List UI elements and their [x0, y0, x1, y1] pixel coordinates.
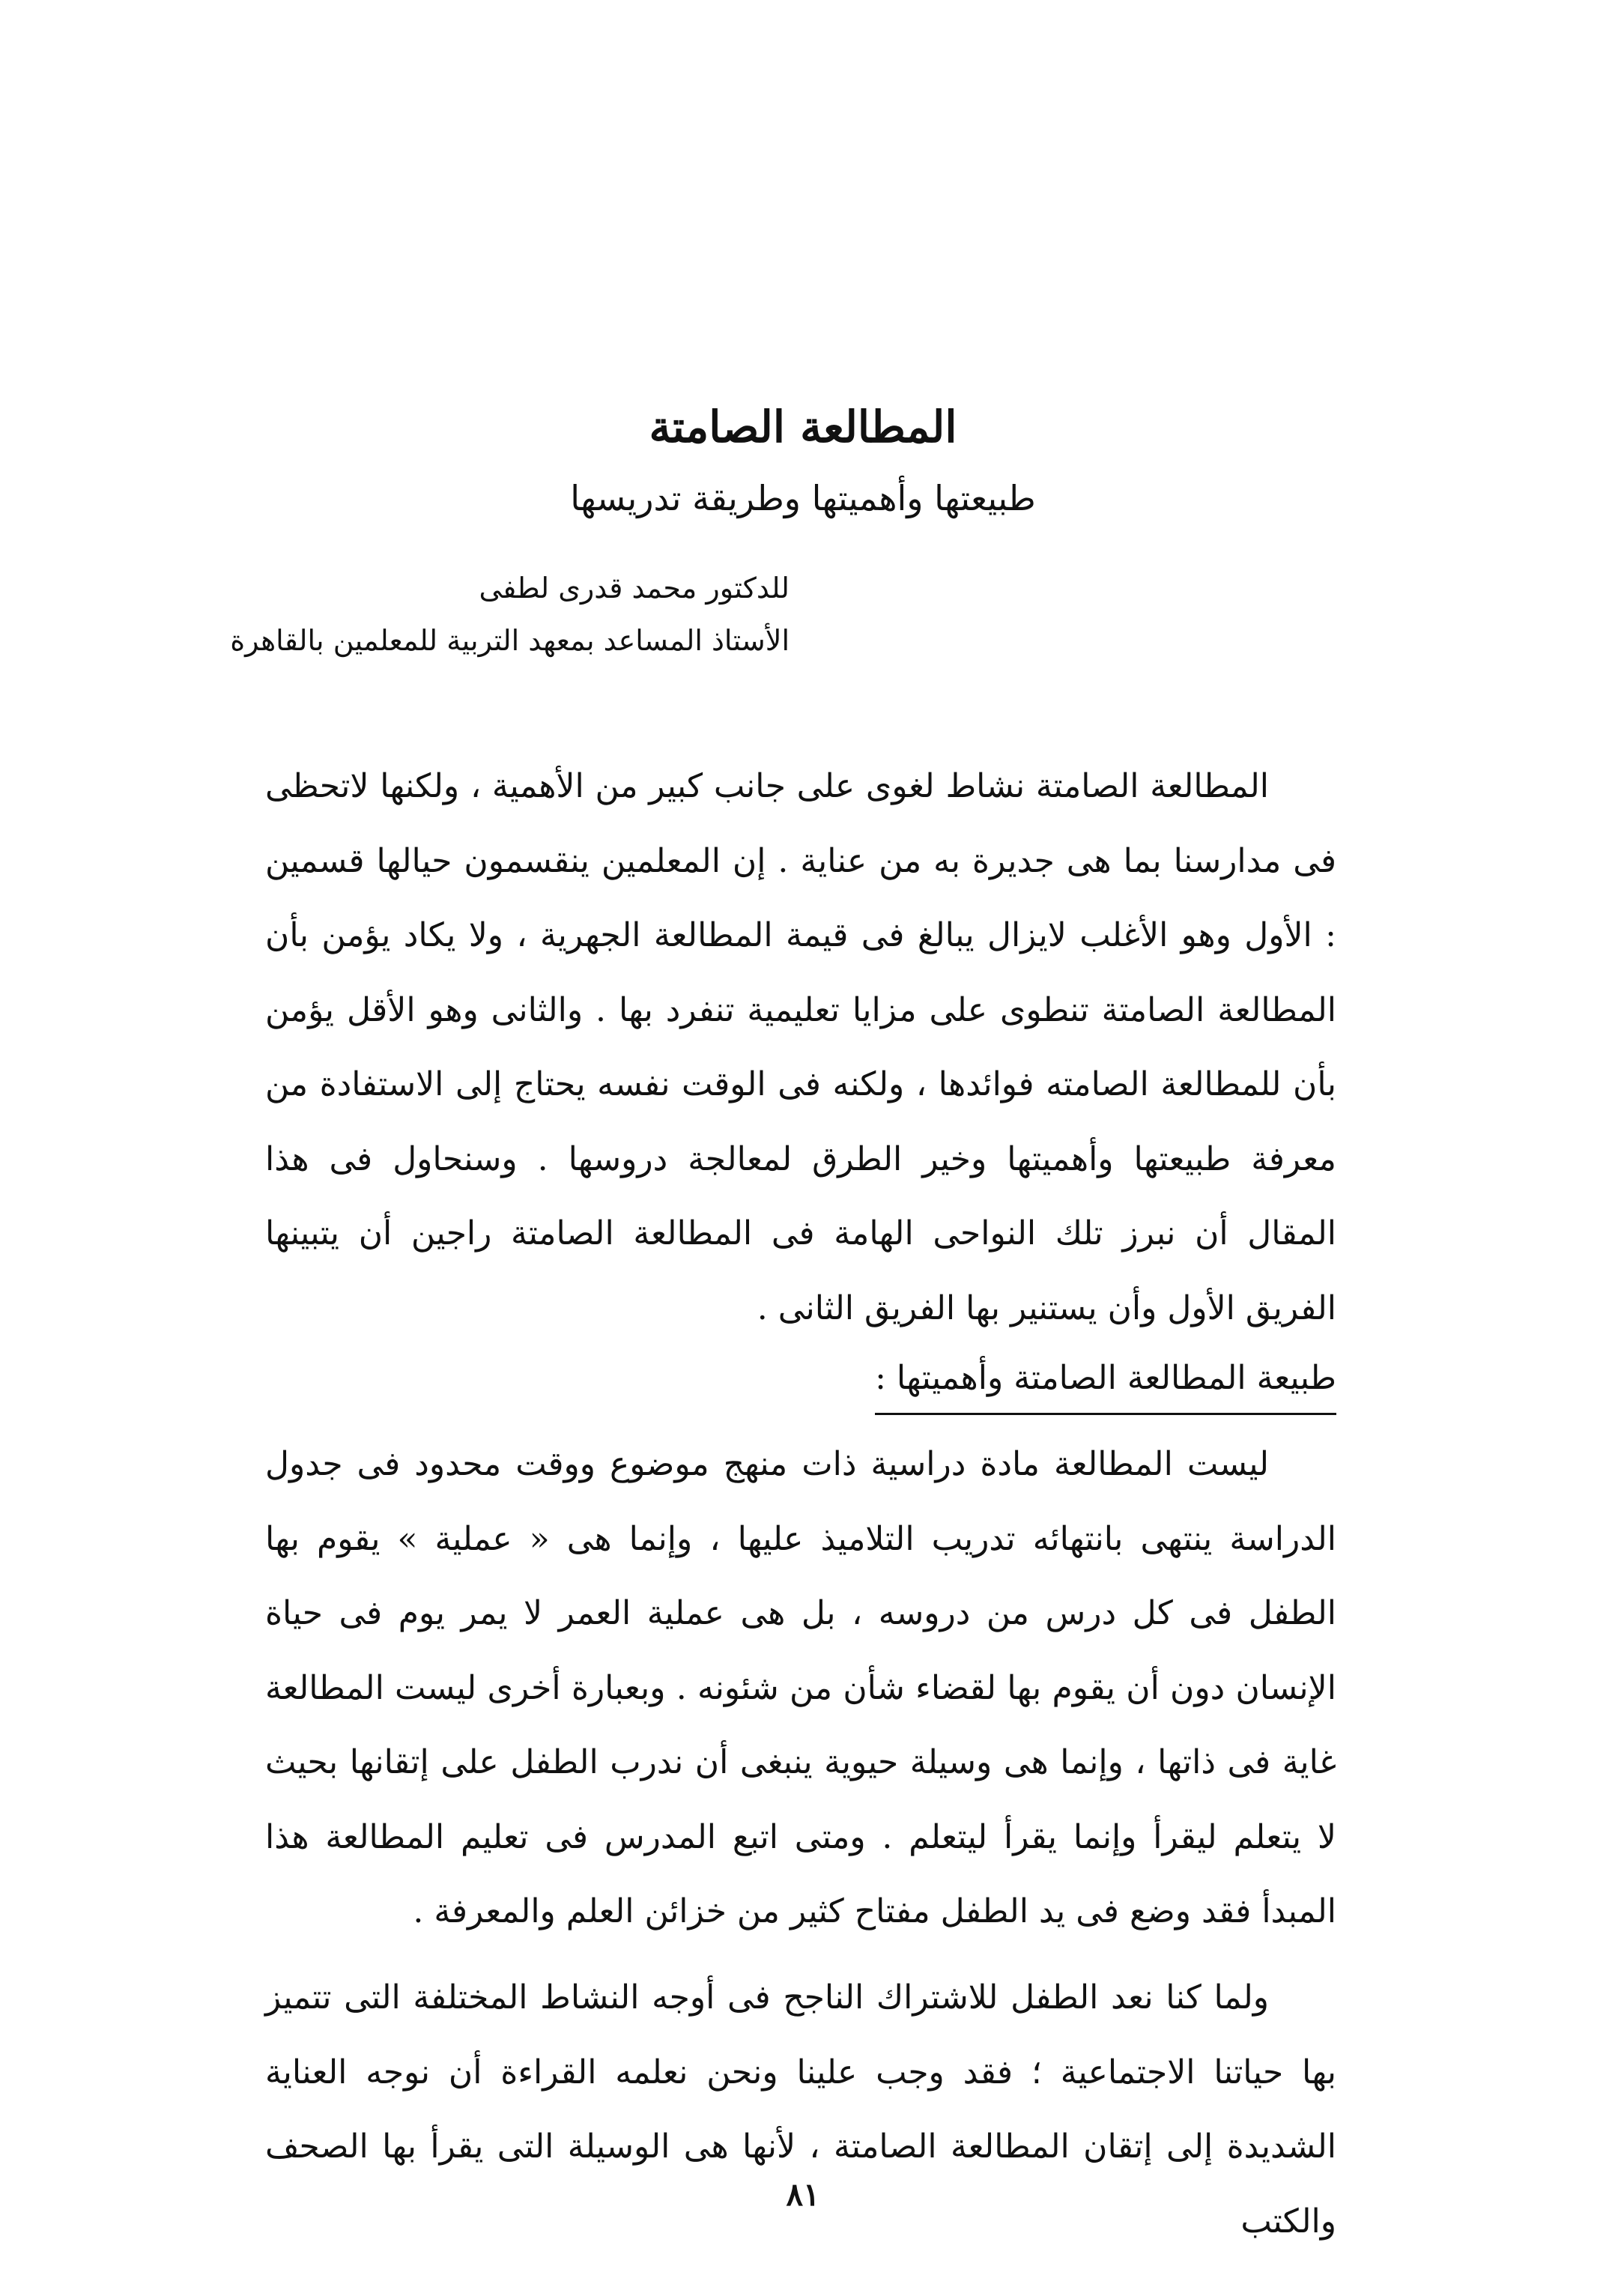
section-heading: طبيعة المطالعة الصامتة وأهميتها : [875, 1348, 1336, 1415]
article-title: المطالعة الصامتة [649, 402, 957, 452]
page-number: ٨١ [786, 2176, 820, 2213]
intro-paragraph: المطالعة الصامتة نشاط لغوى على جانب كبير من الأهمية ، ولكنها لاتحظى فى مدارسنا بما هى جديرة به من عناية . إن المعلمين ينقسمون حيالها قسمين : الأول وهو الأغلب لايزال يبالغ فى قيمة المطالعة الجهرية ، ولا يكاد يؤمن بأن المطالعة الصامتة تنطوى على مزايا تعليمية تنفرد بها . والثانى وهو الأقل يؤمن بأن للمطالعة الصامته فوائدها ، ولكنه فى الوقت نفسه يحتاج إلى الاستفادة من معرفة طبيعتها وأهميتها وخير الطرق لمعالجة دروسها . وسنحاول فى هذا المقال أن نبرز تلك النواحى الهامة فى المطالعة الصامتة راجين أن يتبينها الفريق الأول وأن يستنير بها الفريق الثانى . [265, 767, 1336, 1327]
author-line: للدكتور محمد قدرى لطفى [479, 572, 790, 605]
article-subtitle: طبيعتها وأهميتها وطريقة تدريسها [570, 478, 1036, 518]
author-affiliation: الأستاذ المساعد بمعهد التربية للمعلمين بالقاهرة [230, 624, 790, 657]
body-paragraph-nature: ليست المطالعة مادة دراسية ذات منهج موضوع ووقت محدود فى جدول الدراسة ينتهى بانتهائه تدريب التلاميذ عليها ، وإنما هى « عملية » يقوم بها الطفل فى كل درس من دروسه ، بل هى عملية العمر لا يمر يوم فى حياة الإنسان دون أن يقوم بها لقضاء شأن من شئونه . وبعبارة أخرى ليست المطالعة غاية فى ذاتها ، وإنما هى وسيلة حيوية ينبغى أن ندرب الطفل على إتقانها بحيث لا يتعلم ليقرأ وإنما يقرأ ليتعلم . ومتى اتبع المدرس فى تعليم المطالعة هذا المبدأ فقد وضع فى يد الطفل مفتاح كثير من خزائن العلم والمعرفة . [265, 1445, 1336, 1930]
body-paragraph-importance: ولما كنا نعد الطفل للاشتراك الناجح فى أوجه النشاط المختلفة التى تتميز بها حياتنا الاجتماعية ؛ فقد وجب علينا ونحن نعلمه القراءة أن نوجه العناية الشديدة إلى إتقان المطالعة الصامتة ، لأنها هى الوسيلة التى يقرأ بها الصحف والكتب [265, 1978, 1336, 2241]
